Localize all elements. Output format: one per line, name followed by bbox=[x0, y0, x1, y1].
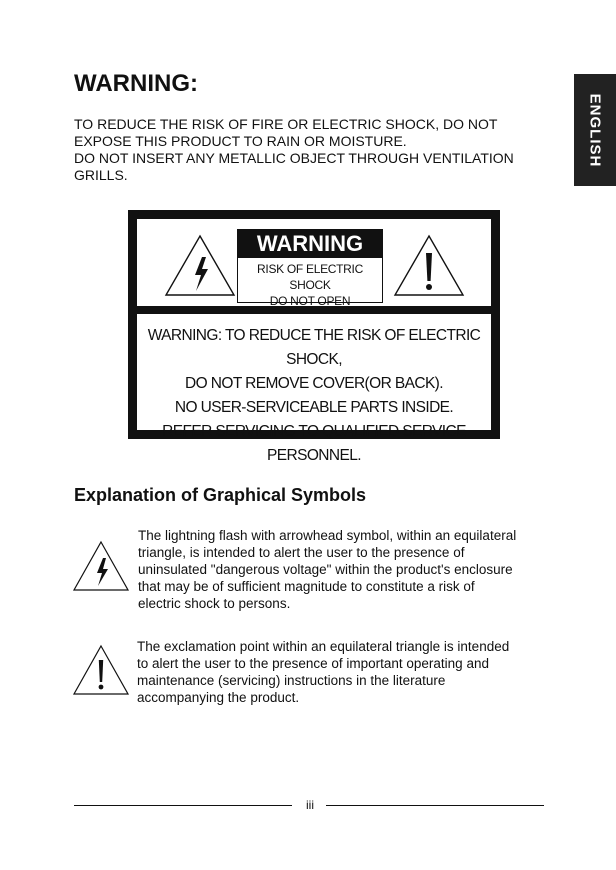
warning-label-subtext bbox=[238, 258, 382, 309]
warning-label-line-1: WARNING: TO REDUCE THE RISK OF ELECTRIC SHOCK, bbox=[147, 327, 481, 368]
warning-label-heading: WARNING bbox=[238, 230, 382, 258]
footer-rule-left bbox=[74, 805, 292, 806]
page-title: WARNING: bbox=[74, 70, 198, 97]
intro-warning-text bbox=[74, 116, 554, 184]
warning-label-line-4: REFER SERVICING TO QUALIFIED SERVICE PERSONNEL. bbox=[162, 423, 466, 464]
intro-line-2: DO NOT INSERT ANY METALLIC OBJECT THROUGH VENTILATION GRILLS. bbox=[74, 150, 514, 183]
lightning-triangle-icon bbox=[164, 233, 236, 297]
intro-line-1: TO REDUCE THE RISK OF FIRE OR ELECTRIC SHOCK, DO NOT EXPOSE THIS PRODUCT TO RAIN OR MOISTURE. bbox=[74, 116, 498, 149]
lightning-symbol-description: The lightning flash with arrowhead symbol, within an equilateral triangle, is intended to alert the user to the presence of uninsulated "dangerous voltage" within the product's enclosure that may be of sufficient magnitude to constitute a risk of electric shock to persons. bbox=[138, 528, 517, 611]
warning-label-top-panel bbox=[137, 219, 491, 306]
page-number: iii bbox=[306, 798, 314, 812]
warning-label-bottom-panel bbox=[137, 314, 491, 464]
warning-label-subtext-line-2: DO NOT OPEN bbox=[269, 294, 351, 308]
warning-label-subtext-line-1: RISK OF ELECTRIC SHOCK bbox=[257, 262, 363, 292]
footer-rule-right bbox=[326, 805, 544, 806]
warning-label-line-2: DO NOT REMOVE COVER(OR BACK). bbox=[185, 375, 443, 392]
exclamation-triangle-icon bbox=[72, 644, 130, 696]
language-tab-label: ENGLISH bbox=[586, 93, 604, 167]
exclamation-triangle-icon bbox=[393, 233, 465, 297]
warning-label-line-3: NO USER-SERVICEABLE PARTS INSIDE. bbox=[174, 399, 454, 416]
warning-label bbox=[128, 210, 500, 464]
exclamation-symbol-description: The exclamation point within an equilateral triangle is intended to alert the user to the presence of important operating and maintenance (servicing) instructions in the literature accompanying the product. bbox=[137, 639, 510, 705]
section-title: Explanation of Graphical Symbols bbox=[74, 485, 367, 505]
language-tab bbox=[574, 74, 616, 186]
warning-label-center-box bbox=[237, 229, 383, 308]
lightning-triangle-icon bbox=[72, 540, 130, 592]
